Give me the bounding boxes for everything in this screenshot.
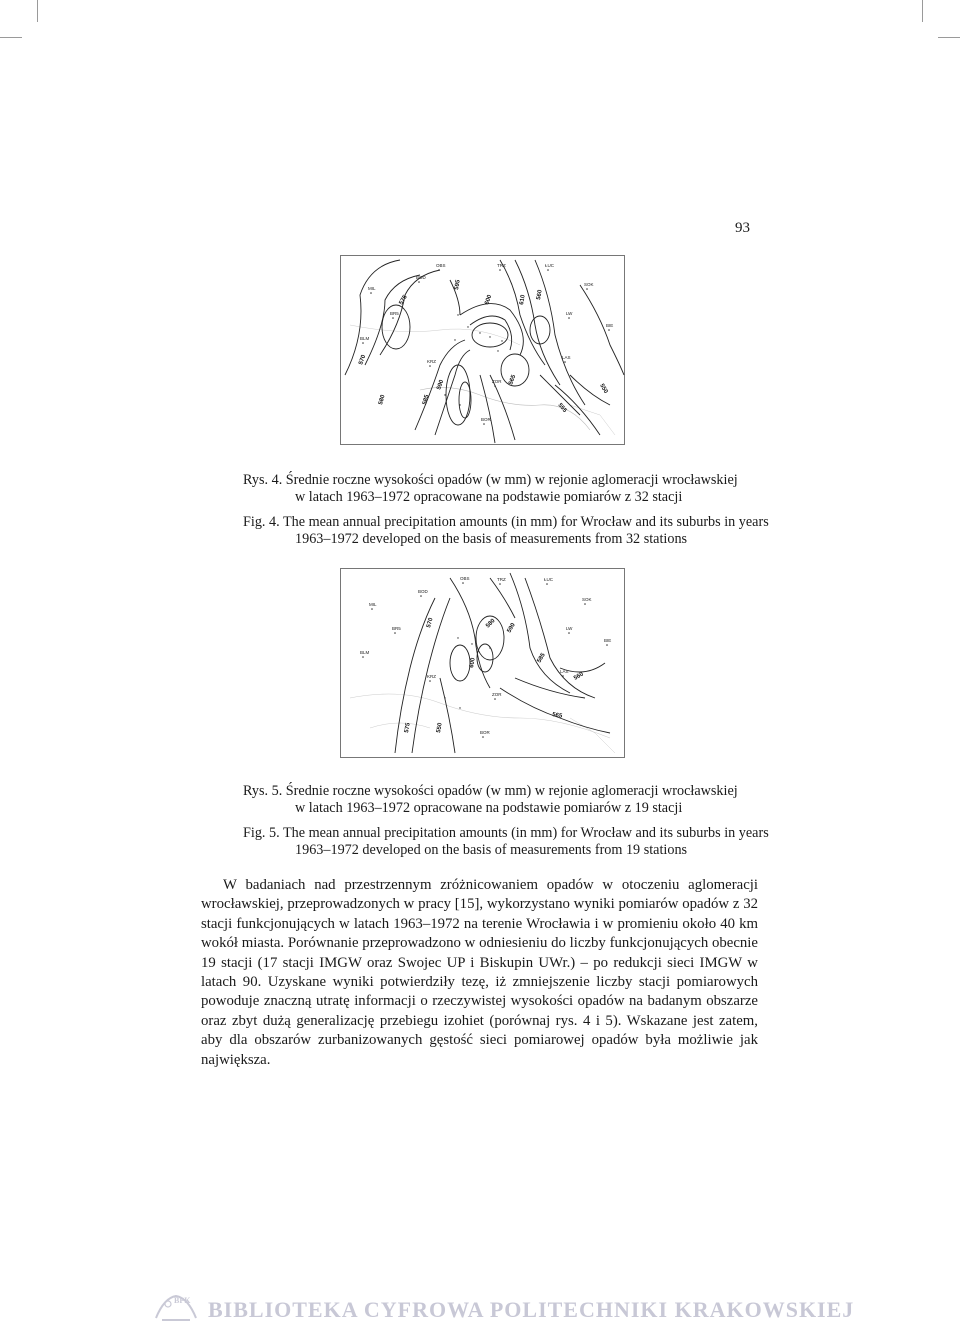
caption-line: w latach 1963–1972 opracowane na podstawie pomiarów z 19 stacji xyxy=(295,800,683,816)
caption-label: Rys. 4. xyxy=(243,472,283,488)
f5-station-zor: ZOR xyxy=(492,692,502,697)
figure-5-svg xyxy=(340,568,625,758)
crop-mark-top-right-h xyxy=(938,37,960,38)
f4-station-las: LAS xyxy=(562,355,571,360)
caption-label: Fig. 5. xyxy=(243,825,280,841)
f4-station-bor: BOR xyxy=(481,417,491,422)
f4-station-mil: MIL xyxy=(368,286,376,291)
f5-station-mil: MIL xyxy=(369,602,377,607)
f5-iso-label: 600 xyxy=(469,657,477,669)
logo-text: BPK xyxy=(174,1296,191,1305)
f4-station-lw: LW xyxy=(566,311,573,316)
figure-5-map xyxy=(340,568,625,758)
f5-station-bod: BOD xyxy=(418,589,428,594)
figure-5-caption-en xyxy=(243,825,769,859)
caption-label: Rys. 5. xyxy=(243,783,283,799)
f5-station-blm: BLM xyxy=(360,650,370,655)
body-paragraph: W badaniach nad przestrzennym zróżnicowaniem opadów w otoczeniu aglomeracji wrocławskiej, przeprowadzonych w pracy [15], wykorzystano wyniki pomiarów opadów z 32 stacji funkcjonujących w latach 1963–1972 na terenie Wrocławia i w promieniu około 40 km wokół miasta. Porównanie przeprowadzono w odniesieniu do liczby funkcjonujących obecnie 19 stacji (17 stacji IMGW oraz Swojec UP i Biskupin UWr.) – po redukcji sieci IMGW w latach 90. Uzyskane wyniki potwierdziły tezę, iż zmniejszenie liczby stacji pomiarowych powoduje znaczną utratę informacji o rzeczywistej wysokości opadów na badanym obszarze oraz zbyt dużą generalizację przebiegu izohiet (porównaj rys. 4 i 5). Wskazane jest zatem, aby dla obszarów zurbanizowanych gęstość sieci pomiarowej opadów była możliwie jak największa. xyxy=(201,877,758,1068)
f4-iso-label: 570 xyxy=(358,354,368,366)
f4-station-bod: BOD xyxy=(416,275,426,280)
f4-iso-label: 610 xyxy=(519,294,527,306)
figure-4-svg xyxy=(340,255,625,445)
f4-iso-label: 550 xyxy=(598,383,609,395)
caption-line: The mean annual precipitation amounts (in mm) for Wrocław and its suburbs in years xyxy=(282,514,769,530)
f4-station-bie: BIE xyxy=(606,323,614,328)
f4-station-sok: SOK xyxy=(584,282,594,287)
library-watermark xyxy=(150,1290,855,1324)
f5-station-br5: BR5 xyxy=(392,626,401,631)
f4-station-obs: OBS xyxy=(436,263,446,268)
f5-station-las: LAS xyxy=(560,669,569,674)
f4-station-trz: TRZ xyxy=(497,263,506,268)
f4-station-br5: BR5 xyxy=(390,311,399,316)
f5-station-trz: TRZ xyxy=(497,577,506,582)
f5-iso-label: 590 xyxy=(506,622,517,634)
f5-station-sok: SOK xyxy=(582,597,592,602)
f5-iso-label: 575 xyxy=(404,722,412,734)
caption-line: The mean annual precipitation amounts (in mm) for Wrocław and its suburbs in years xyxy=(282,825,769,841)
f5-station-lw: LW xyxy=(566,626,573,631)
f5-station-bie: BIE xyxy=(604,638,612,643)
library-name: BIBLIOTEKA CYFROWA POLITECHNIKI KRAKOWSKIEJ xyxy=(208,1297,855,1322)
figure-4-caption-pl xyxy=(243,472,738,506)
f4-station-zor: ZOR xyxy=(492,379,502,384)
caption-line: 1963–1972 developed on the basis of measurements from 19 stations xyxy=(295,842,688,858)
crop-mark-top-left-h xyxy=(0,37,22,38)
f4-iso-label: 585 xyxy=(422,394,431,406)
f5-station-luc: ŁUC xyxy=(544,577,554,582)
f4-station-luc: ŁUC xyxy=(545,263,555,268)
caption-line: 1963–1972 developed on the basis of measurements from 32 stations xyxy=(295,531,688,547)
f5-iso-label: 585 xyxy=(536,652,547,664)
f5-station-krz: KRZ xyxy=(427,674,436,679)
caption-label: Fig. 4. xyxy=(243,514,280,530)
f5-iso-label: 570 xyxy=(426,617,435,629)
f4-station-krz: KRZ xyxy=(427,359,436,364)
f4-iso-label: 595 xyxy=(454,279,462,291)
caption-line: Średnie roczne wysokości opadów (w mm) w rejonie aglomeracji wrocławskiej xyxy=(285,783,738,799)
page-number: 93 xyxy=(735,220,750,236)
f5-iso-label: 565 xyxy=(551,712,563,720)
f5-iso-label: 550 xyxy=(436,722,444,734)
f4-iso-label: 580 xyxy=(378,394,387,406)
f4-station-blm: BLM xyxy=(360,336,370,341)
f5-iso-label: 560 xyxy=(573,671,585,682)
f4-iso-label: 555 xyxy=(556,402,568,414)
f5-iso-label: 580 xyxy=(485,618,497,630)
f5-station-bor: BOR xyxy=(480,730,490,735)
f4-iso-label: 565 xyxy=(508,374,518,386)
f4-iso-label: 590 xyxy=(436,379,446,391)
figure-5-caption-pl xyxy=(243,783,738,817)
figure-4-caption-en xyxy=(243,514,769,548)
caption-line: Średnie roczne wysokości opadów (w mm) w rejonie aglomeracji wrocławskiej xyxy=(285,472,738,488)
crop-mark-top-right xyxy=(922,0,923,22)
f4-iso-label: 600 xyxy=(484,294,494,306)
f5-station-obs: OBS xyxy=(460,576,470,581)
f4-iso-label: 575 xyxy=(398,294,409,306)
f4-iso-label: 560 xyxy=(536,289,544,301)
bpk-logo-icon xyxy=(150,1290,202,1324)
caption-line: w latach 1963–1972 opracowane na podstawie pomiarów z 32 stacji xyxy=(295,489,683,505)
crop-mark-top-left xyxy=(37,0,38,22)
figure-4-map xyxy=(340,255,625,445)
